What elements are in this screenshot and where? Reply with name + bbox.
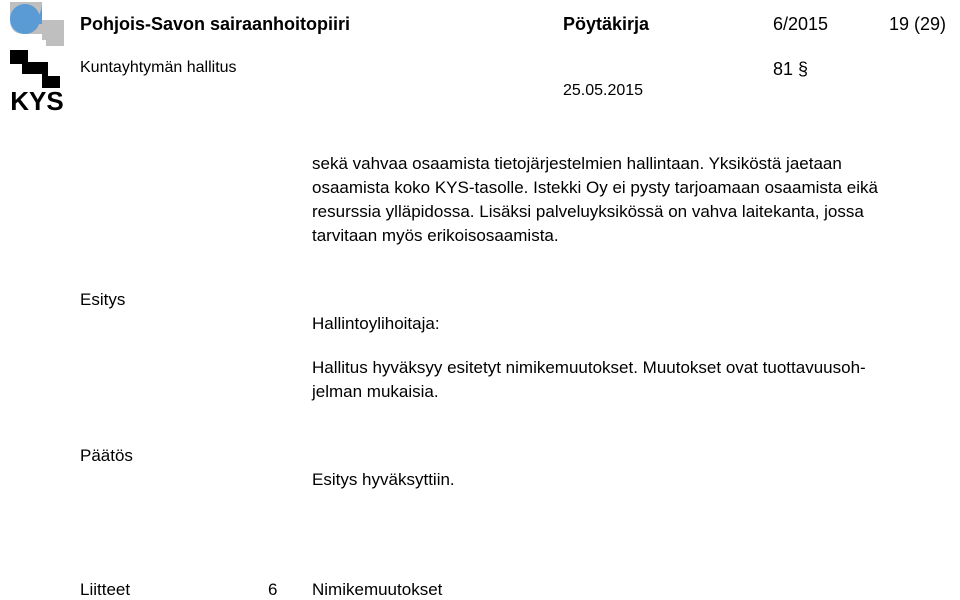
intro-line: resurssia ylläpidossa. Lisäksi palveluyksikössä on vahva laitekanta, jossa	[312, 202, 864, 221]
intro-line: osaamista koko KYS-tasolle. Istekki Oy ei pysty tarjoamaan osaamista eikä	[312, 178, 878, 197]
logo-blue-circle	[10, 4, 40, 34]
document-number: 6/2015	[773, 14, 829, 34]
presenter: Hallintoylihoitaja:	[312, 314, 440, 333]
logo-black-shape	[10, 50, 60, 88]
proposal-line: Hallitus hyväksyy esitetyt nimikemuutokset. Muutokset ovat tuottavuusoh-	[312, 358, 866, 377]
document-type: Pöytäkirja	[563, 14, 650, 34]
intro-paragraph	[312, 152, 878, 248]
intro-line: tarvitaan myös erikoisosaamista.	[312, 226, 559, 245]
attachment-number: 6	[268, 580, 278, 599]
meeting-date: 25.05.2015	[563, 82, 644, 99]
logo-text: KYS	[10, 86, 64, 114]
decision-text: Esitys hyväksyttiin.	[312, 470, 455, 489]
kys-logo	[2, 2, 72, 114]
section-number: 81 §	[773, 59, 809, 79]
organization-name: Pohjois-Savon sairaanhoitopiiri	[80, 14, 351, 34]
attachment-title: Nimikemuutokset	[312, 580, 443, 599]
proposal-line: jelman mukaisia.	[312, 382, 439, 401]
liitteet-label: Liitteet	[80, 580, 131, 599]
intro-line: sekä vahvaa osaamista tietojärjestelmien hallintaan. Yksiköstä jaetaan	[312, 154, 842, 173]
page-number: 19 (29)	[889, 14, 947, 34]
paatos-label: Päätös	[80, 446, 133, 465]
proposal-paragraph	[312, 356, 866, 404]
governing-body: Kuntayhtymän hallitus	[80, 59, 237, 76]
esitys-label: Esitys	[80, 290, 126, 309]
